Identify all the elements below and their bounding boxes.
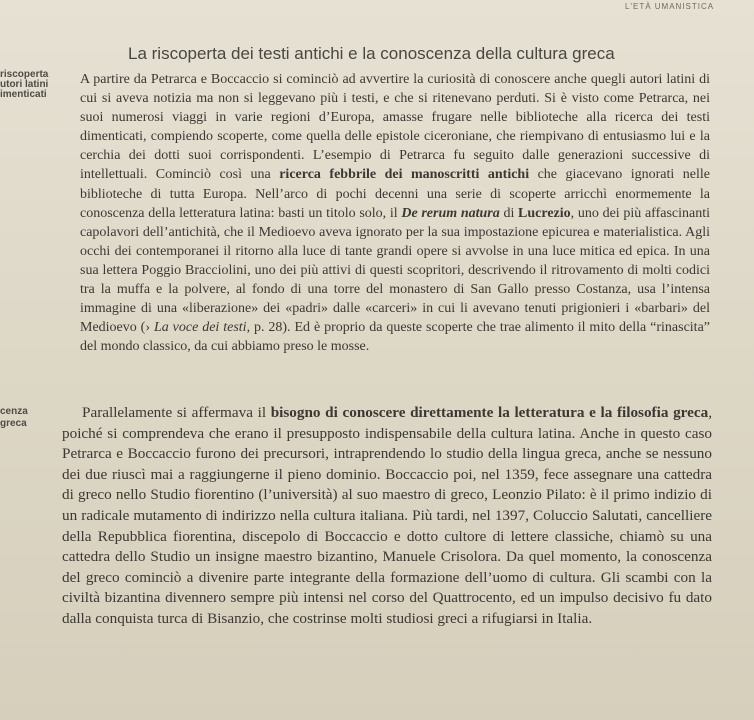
text-span: A partire da Petrarca e Boccaccio si cominciò ad avvertire la curiosità di conoscere anche quegli autori latini di cui si aveva notizia ma non si leggevano più i testi, e che si ritenevano perduti. Si è visto come Petrarca, nei suoi numerosi viaggi in varie regioni d’Europa, amasse frugare nelle biblioteche alla ricerca dei testi dimenticati, compiendo scoperte, come quella delle epistole ciceroniane, che riempivano di entusiasmo lui e la cerchia dei dotti suoi corrispondenti. L’esempio di Petrarca fu seguito dalle generazioni successive di intellettuali. Cominciò così una <box>80 72 710 183</box>
margin-note-greca <box>0 407 28 429</box>
margin-note-riscoperta <box>0 70 48 100</box>
margin-note-line: utori latini <box>0 79 49 90</box>
margin-note-line: cenza <box>0 406 28 417</box>
text-span: che giacevano ignorati nelle biblioteche di tutta Europa. Nell’arco di pochi decenni una serie di scoperte arricchì enormemente la conoscenza della letteratura latina: basti un titolo solo, il <box>80 167 710 221</box>
text-span: , p. 28). Ed è proprio da queste scoperte che trae alimento il mito della “rinascita” del mondo classico, da cui abbiamo preso le mosse. <box>80 320 710 355</box>
section-title: La riscoperta dei testi antichi e la conoscenza della cultura greca <box>128 44 615 63</box>
text-span: , uno dei più affascinanti capolavori dell’antichità, che il Medioevo aveva ignorato per la sua impostazione epicurea e materialistica. Agli occhi dei contemporanei il ritorno alla luce di tante grandi opere si avvolse in una luce mitica ed epica. In una sua lettera Poggio Bracciolini, uno dei più attivi di questi scopritori, descrivendo il ritrovamento di molti codici tra la muffa e la polvere, al fondo di una torre del monastero di San Gallo presso Costanza, usa l’intensa immagine di una «liberazione» dei «padri» dalle «carceri» in cui li avevano tenuti prigionieri i «barbari» del Medioevo (› <box>80 205 710 336</box>
author-name: Lucrezio <box>518 205 571 221</box>
paragraph-riscoperta-testi <box>80 70 710 356</box>
bold-phrase: ricerca febbrile dei manoscritti antichi <box>279 167 530 183</box>
margin-note-line: riscoperta <box>0 69 49 80</box>
text-span: , poiché si comprendeva che erano il presupposto indispensabile della cultura latina. Anche in questo caso Petrarca e Boccaccio furono dei precursori, intraprendendo lo studio della lingua greca, anche se nessuno dei due riuscì mai a raggiungerne il pieno dominio. Boccaccio poi, nel 1359, fece assegnare una cattedra di greco nello Studio fiorentino (l’università) al suo maestro di greco, Leonzio Pilato: è il primo indizio di un radicale mutamento di indirizzo nella cultura italiana. Più tardi, nel 1397, Coluccio Salutati, cancelliere della Repubblica fiorentina, discepolo di Boccaccio e dotto cultore di lettere classiche, chiamò su una cattedra dello Studio un insigne maestro bizantino, Manuele Crisolora. Da quel momento, la conoscenza del greco cominciò a divenire parte integrante della formazione dell’uomo di cultura. Gli scambi con la civiltà bizantina divennero sempre più intensi nel corso del Quattrocento, ed un impulso decisivo fu dato dalla conquista turca di Bisanzio, che costrinse molti studiosi greci a rifugiarsi in Italia. <box>62 404 713 627</box>
bold-phrase: bisogno di conoscere direttamente la letteratura e la filosofia greca <box>270 404 709 421</box>
running-head: L'ETÀ UMANISTICA <box>625 2 715 11</box>
paragraph-cultura-greca <box>62 403 712 630</box>
margin-note-line: greca <box>0 418 27 429</box>
cross-reference: La voce dei testi <box>153 320 247 336</box>
work-title: De rerum natura <box>401 205 500 221</box>
text-span: di <box>499 205 519 221</box>
margin-note-line: imenticati <box>0 89 47 100</box>
text-span: Parallelamente si affermava il <box>82 404 271 421</box>
